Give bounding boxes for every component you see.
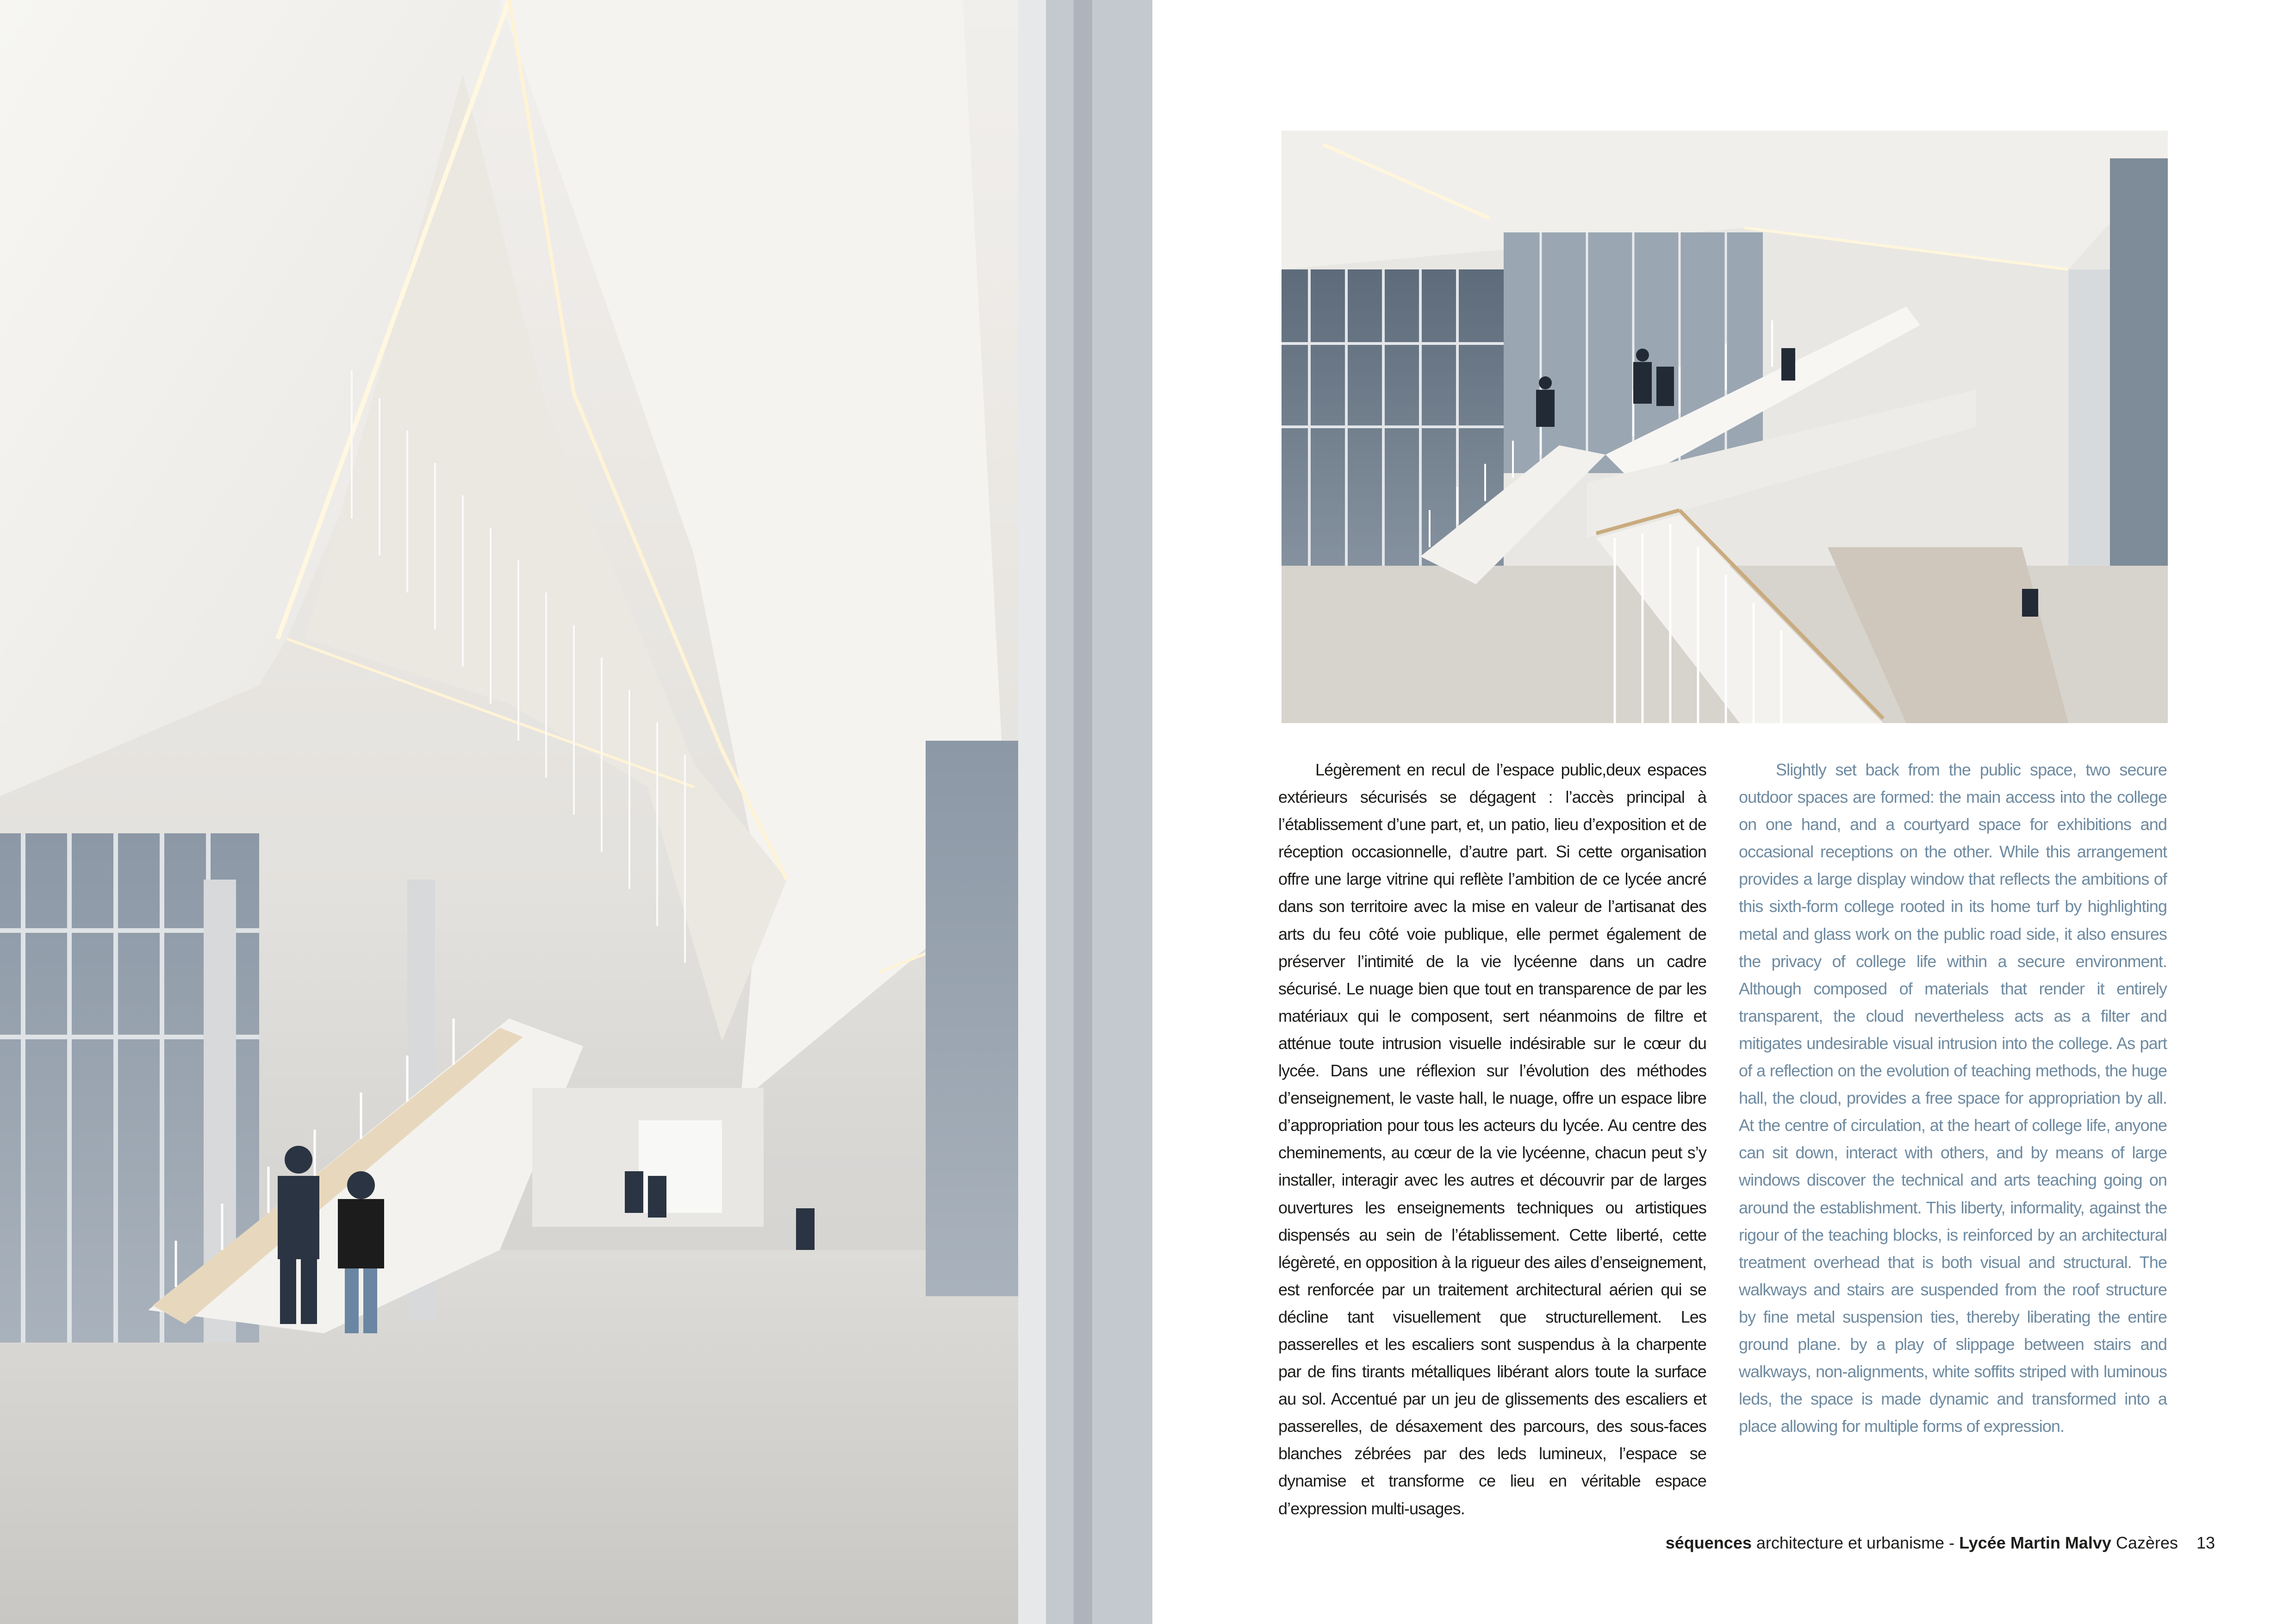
magazine-name: séquences [1665, 1533, 1752, 1552]
paragraph-english: Slightly set back from the public space, two secure outdoor spaces are formed: the main access into the college on one hand, and a courtyard space for exhibitions and occasional receptions on the other. While this arrangement provides a large display window that reflects the ambitions of this sixth-form college rooted in its home turf by highlighting metal and glass work on the public road side, it also ensures the privacy of college life within a secure environment. Although composed of materials that render it entirely transparent, the cloud nevertheless acts as a filter and mitigates undesirable visual intrusion into the college. As part of a reflection on the evolution of teaching methods, the huge hall, the cloud, provides a free space for appropriation by all. At the centre of circulation, at the heart of college life, anyone can sit down, interact with others, and by means of large windows discover the technical and arts teaching going on around the establishment. This liberty, informality, against the rigour of the teaching blocks, is reinforced by an architectural treatment overhead that is both visual and structural. The walkways and stairs are suspended from the roof structure by fine metal suspension ties, thereby liberating the entire ground plane. by a play of slippage between stairs and walkways, non-alignments, white soffits striped with luminous leds, the space is made dynamic and transformed into a place allowing for multiple forms of expression. [1739, 760, 2167, 1436]
article-text-english [1739, 756, 2167, 1440]
staircase-photo [1282, 131, 2168, 723]
page-footer [1666, 1533, 2215, 1553]
staircase-photo-drawing [1282, 131, 2168, 723]
magazine-subtitle: architecture et urbanisme - [1751, 1533, 1960, 1552]
paragraph-french: Légèrement en recul de l’espace public,deux espaces extérieurs sécurisés se dégagent : l’accès principal à l’établissement d’une part, et, un patio, lieu d’exposition et de réception occasionnelle, d’autre part. Si cette organisation offre une large vitrine qui reflète l’ambition de ce lycée ancré dans son territoire avec la mise en valeur de l’artisanat des arts du feu côté voie publique, elle permet également de préserver l’intimité de la vie lycéenne dans un cadre sécurisé. Le nuage bien que tout en transparence de par les matériaux qui le composent, sert néanmoins de filtre et atténue toute intrusion visuelle indésirable sur le cœur du lycée. Dans une réflexion sur l’évolution des méthodes d’enseignement, le vaste hall, le nuage, offre un espace libre d’appropriation pour tous les acteurs du lycée. Au centre des cheminements, au cœur de la vie lycéenne, chacun peut s’y installer, interagir avec les autres et découvrir par de larges ouvertures les enseignements techniques ou artistiques dispensés au sein de l’établissement. Cette liberté, cette légèreté, en opposition à la rigueur des ailes d’enseignement, est renforcée par un traitement architectural aérien qui se décline tant visuellement que structurellement. Les passerelles et les escaliers sont suspendus à la charpente par de fins tirants métalliques libérant alors toute la surface au sol. Accentué par un jeu de glissements des escaliers et passerelles, de désaxement des parcours, des sous-faces blanches zébrées par des leds lumineux, l’espace se dynamise et transforme ce lieu en véritable espace d’expression multi-usages. [1278, 760, 1706, 1518]
project-name: Lycée Martin Malvy [1959, 1533, 2111, 1552]
page-number: 13 [2196, 1533, 2215, 1552]
project-city: Cazères [2111, 1533, 2178, 1552]
article-text-french [1278, 756, 1706, 1522]
